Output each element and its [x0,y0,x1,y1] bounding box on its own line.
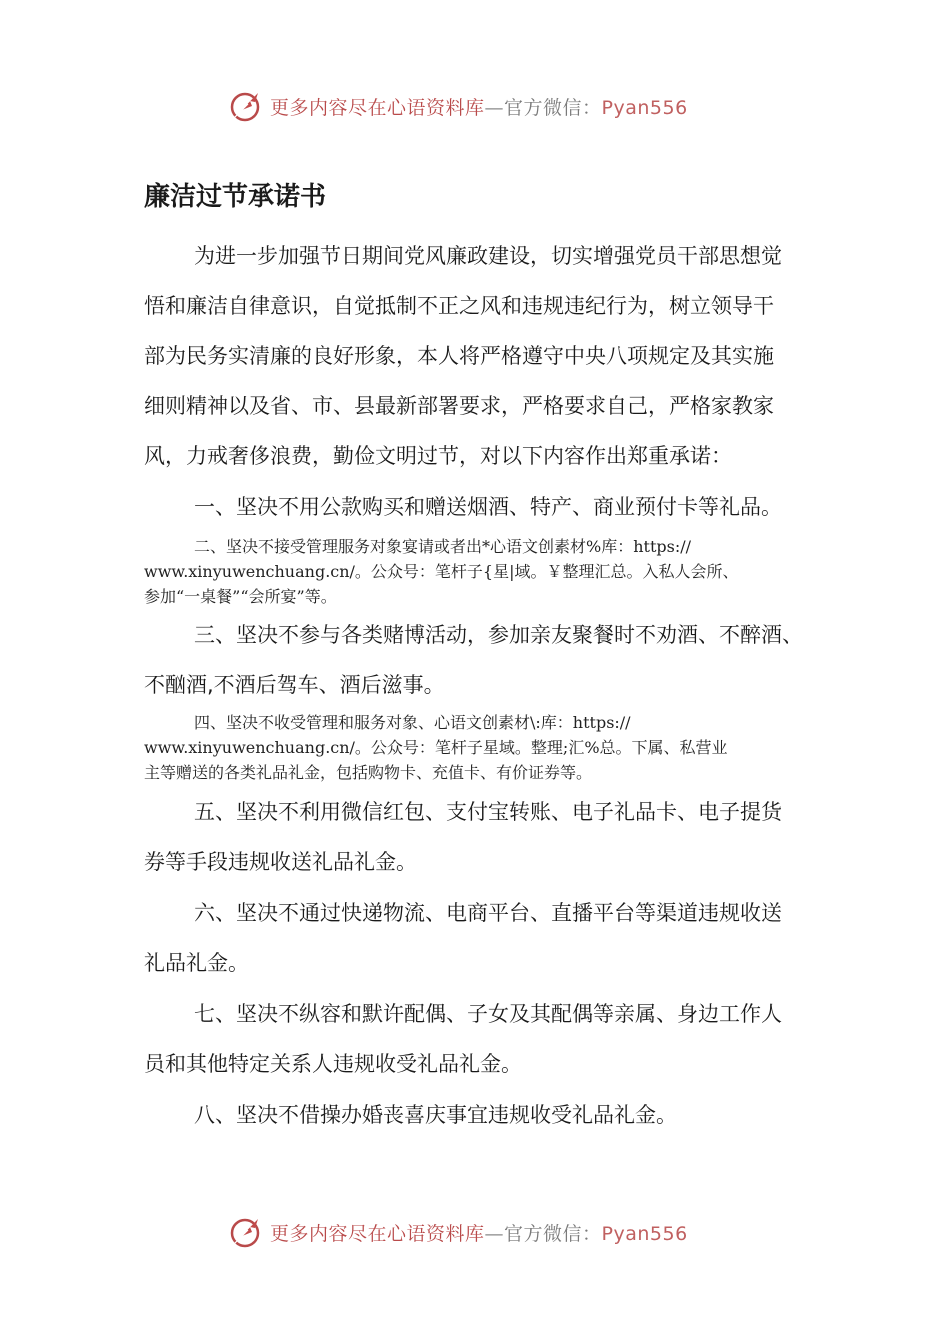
item-3-line-2: 不酗酒,不酒后驾车、酒后滋事。 [144,673,445,697]
item-5-line-1: 五、坚决不利用微信红包、支付宝转账、电子礼品卡、电子提货 [194,800,782,824]
item-2-line-1: 二、坚决不接受管理服务对象宴请或者出*心语文创素材%库：https:// [194,537,691,556]
banner-text: 更多内容尽在心语资料库—官方微信：Pyan556 [270,96,688,119]
intro-line-1: 为进一步加强节日期间党风廉政建设，切实增强党员干部思想觉 [194,244,782,268]
item-6-line-2: 礼品礼金。 [144,951,249,975]
item-4-line-2: www.xinyuwenchuang.cn/。公众号：笔杆子星域。整理;汇%总。下属、私营业 [144,738,728,757]
intro-line-5: 风，力戒奢侈浪费，勤俭文明过节，对以下内容作出郑重承诺： [144,444,732,468]
intro-line-2: 悟和廉洁自律意识，自觉抵制不正之风和违规违纪行为，树立领导干 [144,294,774,318]
quill-logo-icon [228,1214,264,1250]
footer-banner [228,1212,748,1252]
item-2-line-2: www.xinyuwenchuang.cn/。公众号：笔杆子{星|域。￥整理汇总。入私人会所、 [144,562,739,581]
commitment-item-1: 一、坚决不用公款购买和赠送烟酒、特产、商业预付卡等礼品。 [194,495,782,519]
item-3-line-1: 三、坚决不参与各类赌博活动，参加亲友聚餐时不劝酒、不醉酒、 [194,623,803,647]
commitment-item-4 [144,710,804,785]
item-4-line-3: 主等赠送的各类礼品礼金，包括购物卡、充值卡、有价证券等。 [144,763,593,782]
item-7-line-1: 七、坚决不纵容和默许配偶、子女及其配偶等亲属、身边工作人 [194,1002,782,1026]
intro-line-3: 部为民务实清廉的良好形象，本人将严格遵守中央八项规定及其实施 [144,344,774,368]
intro-line-4: 细则精神以及省、市、县最新部署要求，严格要求自己，严格家教家 [144,394,774,418]
item-2-line-3: 参加“一桌餐”“会所宴”等。 [144,587,337,606]
quill-logo-icon [228,88,264,124]
document-title: 廉洁过节承诺书 [144,182,327,212]
commitment-item-2 [144,534,804,609]
item-6-line-1: 六、坚决不通过快递物流、电商平台、直播平台等渠道违规收送 [194,901,782,925]
banner-text: 更多内容尽在心语资料库—官方微信：Pyan556 [270,1222,688,1245]
item-5-line-2: 券等手段违规收送礼品礼金。 [144,850,417,874]
item-4-line-1: 四、坚决不收受管理和服务对象、心语文创素材\:库：https:// [194,713,631,732]
item-7-line-2: 员和其他特定关系人违规收受礼品礼金。 [144,1052,522,1076]
header-banner [228,86,748,126]
commitment-item-8: 八、坚决不借操办婚丧喜庆事宜违规收受礼品礼金。 [194,1103,677,1127]
